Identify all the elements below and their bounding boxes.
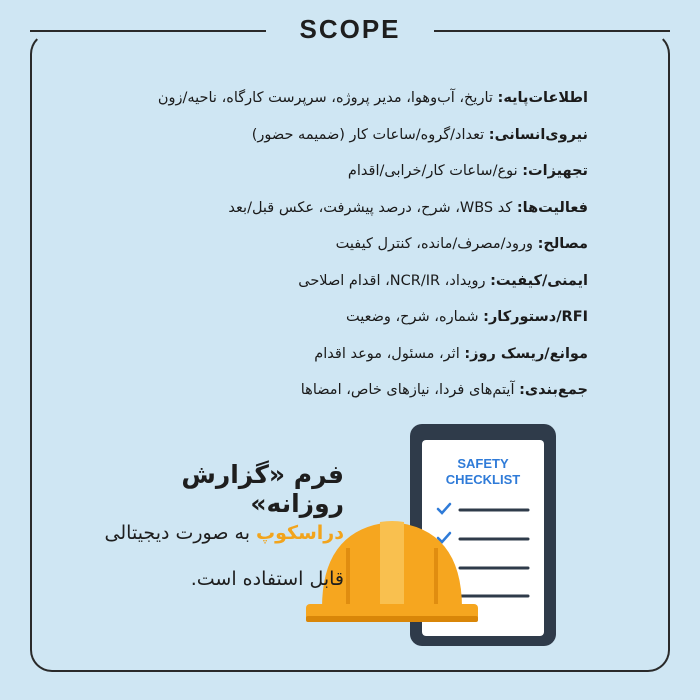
field-basic-info: اطلاعات‌پایه: تاریخ، آب‌وهوا، مدیر پروژه، سرپرست کارگاه، ناحیه/زون bbox=[157, 90, 588, 106]
scope-logo: SCOPE bbox=[299, 14, 401, 44]
checklist-title-2: CHECKLIST bbox=[445, 472, 521, 487]
field-materials: مصالح: ورود/مصرف/مانده، کنترل کیفیت bbox=[335, 236, 588, 252]
promo-subtitle-line-1: دراسکوپ به صورت دیجیتالی bbox=[104, 522, 344, 544]
field-list bbox=[108, 80, 588, 409]
field-safety-quality: ایمنی/کیفیت: رویداد، NCR/IR، اقدام اصلاحی bbox=[298, 272, 588, 289]
field-activities: فعالیت‌ها: کد WBS، شرح، درصد پیشرفت، عکس قبل/بعد bbox=[228, 199, 588, 216]
checklist-title-1: SAFETY bbox=[457, 456, 509, 471]
field-manpower: نیروی‌انسانی: تعداد/گروه/ساعات کار (ضمیمه حضور) bbox=[251, 126, 588, 143]
promo-title: فرم «گزارش روزانه» bbox=[181, 460, 344, 518]
safety-illustration bbox=[300, 418, 570, 688]
field-rfi: RFI/دستورکار: شماره، شرح، وضعیت bbox=[345, 309, 588, 325]
field-summary: جمع‌بندی: آیتم‌های فردا، نیازهای خاص، امضاها bbox=[300, 382, 588, 398]
promo-subtitle-line-2: قابل استفاده است. bbox=[190, 568, 344, 590]
promo-brand-name: دراسکوپ bbox=[256, 522, 344, 544]
field-equipment: تجهیزات: نوع/ساعات کار/خرابی/اقدام bbox=[347, 163, 588, 179]
field-risks: موانع/ریسک روز: اثر، مسئول، موعد اقدام bbox=[314, 345, 588, 362]
